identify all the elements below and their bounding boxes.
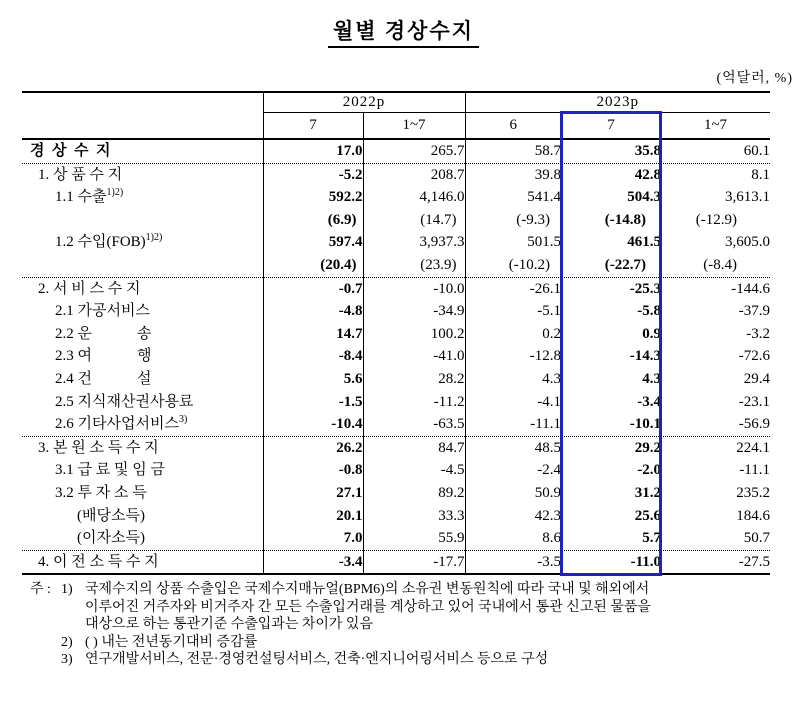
cell-value: 60.1 — [661, 139, 770, 163]
cell-value: (20.4) — [263, 254, 363, 277]
note-number — [61, 599, 85, 617]
note-text: 대상으로 하는 통관기준 수출입과는 차이가 있음 — [85, 617, 373, 632]
cell-value: -26.1 — [529, 280, 561, 297]
cell-value: 14.7 — [263, 323, 363, 346]
table-body — [22, 139, 770, 574]
table-row — [22, 527, 770, 550]
row-label: 3.2 투 자 소 득 — [22, 482, 263, 505]
cell-value: -4.5 — [363, 459, 465, 482]
cell-value: -41.0 — [363, 345, 465, 368]
note-number: 1) — [61, 582, 73, 597]
col-header-2023-7: 7 — [561, 113, 661, 140]
cell-value: -11.1 — [465, 413, 561, 436]
cell-value: -3.2 — [746, 325, 771, 342]
table-row — [22, 505, 770, 528]
cell-value: -10.0 — [363, 277, 465, 300]
cell-value: (-22.7) — [561, 254, 661, 277]
cell-value: -5.2 — [263, 163, 363, 186]
note-text: 연구개발서비스, 전문·경영컨설팅서비스, 건축·엔지니어링서비스 등으로 구성 — [85, 652, 549, 667]
cell-value: 4,146.0 — [363, 186, 465, 209]
row-label: 2. 서 비 스 수 지 — [22, 277, 263, 300]
cell-value: -5.8 — [637, 303, 661, 320]
cell-value: 235.2 — [736, 484, 771, 501]
table-row — [22, 300, 770, 323]
cell-value: 0.2 — [542, 325, 561, 342]
cell-value: -0.7 — [263, 277, 363, 300]
cell-value: 55.9 — [363, 527, 465, 550]
cell-value: 3,605.0 — [725, 234, 771, 251]
table-row — [22, 459, 770, 482]
col-header-2022-1to7: 1~7 — [363, 113, 465, 140]
row-label: 1.1 수출$^{1)2)}$ — [22, 186, 263, 209]
cell-value: -37.9 — [738, 303, 771, 320]
table-row — [22, 436, 770, 459]
cell-value: (-12.9) — [695, 211, 738, 228]
cell-value: (6.9) — [263, 209, 363, 232]
cell-value: 28.2 — [363, 368, 465, 391]
table-row — [22, 254, 770, 277]
row-label: 2.3 여 행 — [22, 345, 263, 368]
cell-value: (23.9) — [363, 254, 465, 277]
note-text: 국제수지의 상품 수출입은 국제수지매뉴얼(BPM6)의 소유권 변동원칙에 따라 국내 및 해외에서 — [85, 582, 650, 597]
cell-value: 26.2 — [263, 436, 363, 459]
table-row — [22, 323, 770, 346]
cell-value: -14.3 — [629, 348, 661, 365]
notes-prefix — [30, 616, 61, 634]
row-label: 2.5 지식재산권사용료 — [22, 391, 263, 414]
page-title — [0, 15, 807, 45]
row-label: 1.2 수입(FOB)$^{1)2)}$ — [22, 231, 263, 254]
col-header-2023-1to7: 1~7 — [661, 113, 770, 140]
cell-value: 8.6 — [465, 527, 561, 550]
footnote-ref: 1)2) — [106, 187, 124, 199]
cell-value: 84.7 — [363, 436, 465, 459]
cell-value: -8.4 — [263, 345, 363, 368]
cell-value: -11.0 — [561, 550, 661, 574]
corner-cell — [22, 92, 263, 139]
notes-prefix — [30, 634, 61, 652]
note-text: 이루어진 거주자와 비거주자 간 모든 수출입거래를 계상하고 있어 국내에서 통관 신고된 물품을 — [85, 599, 651, 615]
cell-value: -10.4 — [263, 413, 363, 436]
table-row — [22, 391, 770, 414]
cell-value: (-9.3) — [516, 211, 550, 228]
cell-value: 50.9 — [534, 484, 561, 501]
cell-value: 27.1 — [263, 482, 363, 505]
cell-value: 3,937.3 — [363, 231, 465, 254]
cell-value: -12.8 — [529, 348, 561, 365]
cell-value: 29.4 — [743, 370, 771, 387]
table-row — [22, 209, 770, 232]
notes-prefix: 주 : — [30, 582, 51, 597]
cell-value: 7.0 — [263, 527, 363, 550]
row-label: 2.2 운 송 — [22, 323, 263, 346]
cell-value: -5.1 — [537, 303, 561, 320]
cell-value: -63.5 — [363, 413, 465, 436]
note-number: 3) — [61, 652, 73, 667]
cell-value: -10.1 — [561, 413, 661, 436]
page-title-text: 월별 경상수지 — [328, 19, 479, 48]
cell-value: -23.1 — [738, 393, 771, 410]
year-2022p-header: 2022p — [263, 92, 465, 113]
cell-value: 265.7 — [363, 139, 465, 163]
notes-prefix — [30, 651, 61, 669]
row-label: 2.1 가공서비스 — [22, 300, 263, 323]
cell-value: -2.4 — [537, 462, 561, 479]
cell-value: -27.5 — [661, 550, 770, 574]
cell-value: 208.7 — [363, 163, 465, 186]
year-2023p-header: 2023p — [465, 92, 770, 113]
cell-value: 35.8 — [561, 139, 661, 163]
cell-value: 25.6 — [634, 507, 661, 524]
cell-value: -3.4 — [263, 550, 363, 574]
cell-value: 8.1 — [751, 166, 771, 183]
cell-value: 541.4 — [527, 189, 561, 206]
cell-value: -56.9 — [661, 413, 770, 436]
row-label — [22, 209, 263, 232]
cell-value: -11.1 — [739, 462, 771, 479]
row-label: 2.6 기타사업서비스$^{3)}$ — [22, 413, 263, 436]
cell-value: -144.6 — [731, 280, 771, 297]
footnote-ref: 1)2) — [145, 232, 163, 244]
cell-value: -3.4 — [637, 393, 661, 410]
row-label: 2.4 건 설 — [22, 368, 263, 391]
notes-prefix — [30, 599, 61, 617]
cell-value: 100.2 — [363, 323, 465, 346]
cell-value: (-14.8) — [604, 211, 646, 228]
cell-value: -72.6 — [738, 348, 771, 365]
footnote-ref: 3) — [178, 414, 188, 426]
cell-value: 592.2 — [263, 186, 363, 209]
col-header-2023-6: 6 — [465, 113, 561, 140]
cell-value: -17.7 — [363, 550, 465, 574]
cell-value: -4.8 — [263, 300, 363, 323]
cell-value: 33.3 — [363, 505, 465, 528]
cell-value: 50.7 — [661, 527, 770, 550]
row-label — [22, 254, 263, 277]
cell-value: 5.6 — [263, 368, 363, 391]
cell-value: 597.4 — [263, 231, 363, 254]
cell-value: 461.5 — [627, 234, 661, 251]
cell-value: -2.0 — [637, 462, 661, 479]
row-label: 경 상 수 지 — [22, 139, 263, 163]
cell-value: 4.3 — [542, 370, 561, 387]
cell-value: 39.8 — [534, 166, 561, 183]
cell-value: 58.7 — [465, 139, 561, 163]
row-label: (배당소득) — [22, 505, 263, 528]
cell-value: 48.5 — [534, 439, 561, 456]
cell-value: -0.8 — [263, 459, 363, 482]
row-label: 3.1 급 료 및 임 금 — [22, 459, 263, 482]
cell-value: -11.2 — [363, 391, 465, 414]
row-label: 3. 본 원 소 득 수 지 — [22, 436, 263, 459]
cell-value: -1.5 — [263, 391, 363, 414]
cell-value: -4.1 — [537, 393, 561, 410]
table-row — [22, 345, 770, 368]
note-line — [30, 599, 790, 617]
table-row — [22, 277, 770, 300]
cell-value: 501.5 — [527, 234, 561, 251]
note-line — [30, 651, 790, 669]
cell-value: 20.1 — [263, 505, 363, 528]
note-number — [61, 616, 85, 634]
unit-label: (억달러, %) — [716, 71, 793, 86]
cell-value: 42.8 — [634, 166, 661, 183]
row-label: (이자소득) — [22, 527, 263, 550]
notes — [30, 581, 790, 669]
table-row — [22, 186, 770, 209]
cell-value: 42.3 — [534, 507, 561, 524]
cell-value: 31.2 — [634, 484, 661, 501]
cell-value: 224.1 — [736, 439, 771, 456]
table-row — [22, 413, 770, 436]
cell-value: 17.0 — [263, 139, 363, 163]
cell-value: -34.9 — [363, 300, 465, 323]
cell-value: 5.7 — [561, 527, 661, 550]
cell-value: 29.2 — [634, 439, 661, 456]
cell-value: -3.5 — [465, 550, 561, 574]
table-row — [22, 139, 770, 163]
cell-value: 184.6 — [736, 507, 771, 524]
cell-value: 504.3 — [627, 189, 661, 206]
cell-value: (-10.2) — [465, 254, 561, 277]
cell-value: (14.7) — [363, 209, 465, 232]
note-line — [30, 616, 790, 634]
row-label: 1. 상 품 수 지 — [22, 163, 263, 186]
table-row — [22, 368, 770, 391]
year-header-row — [22, 92, 770, 113]
note-number: 2) — [61, 634, 73, 650]
note-text: ( ) 내는 전년동기대비 증감률 — [85, 634, 258, 650]
row-label: 4. 이 전 소 득 수 지 — [22, 550, 263, 574]
balance-table — [22, 91, 770, 575]
cell-value: 3,613.1 — [725, 189, 771, 206]
table-row — [22, 482, 770, 505]
table-row — [22, 163, 770, 186]
cell-value: (-8.4) — [661, 254, 770, 277]
cell-value: -25.3 — [629, 280, 661, 297]
cell-value: 4.3 — [642, 370, 661, 387]
cell-value: 89.2 — [363, 482, 465, 505]
note-line — [30, 581, 790, 599]
cell-value: 0.9 — [642, 325, 661, 342]
table-row — [22, 550, 770, 574]
table-row — [22, 231, 770, 254]
note-line — [30, 634, 790, 652]
col-header-2022-7: 7 — [263, 113, 363, 140]
